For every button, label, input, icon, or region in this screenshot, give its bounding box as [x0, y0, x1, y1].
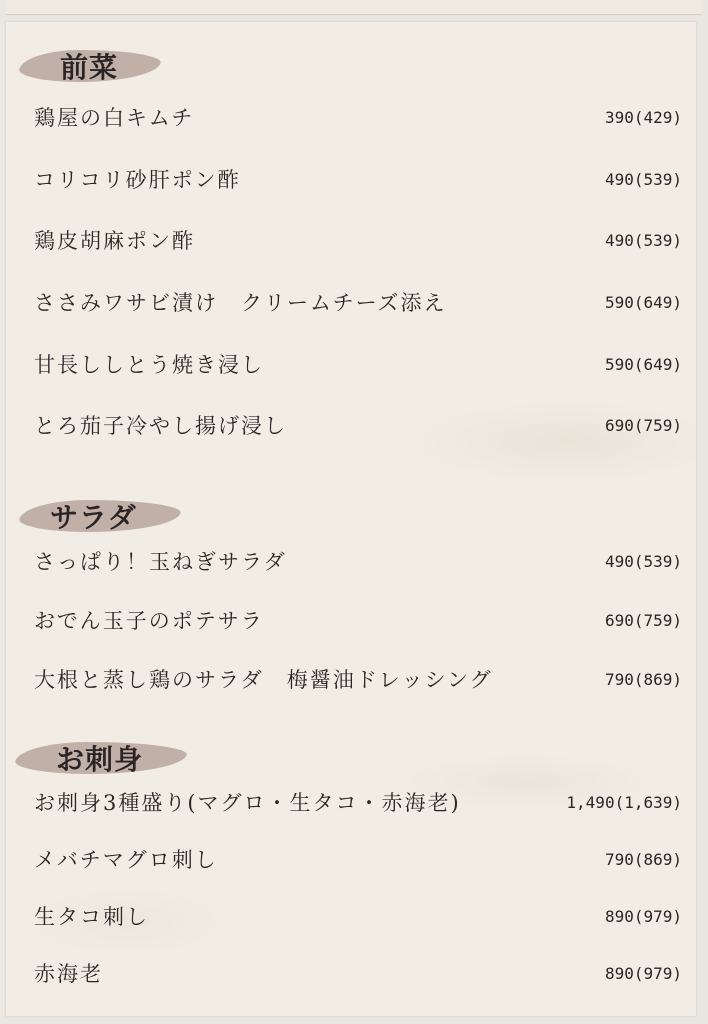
item-price: 890(979)	[604, 906, 682, 926]
item-price: 790(869)	[604, 849, 682, 869]
item-price: 490(539)	[604, 230, 682, 250]
section-title-sashimi	[16, 738, 143, 778]
item-name: さっぱり！玉ねぎサラダ	[34, 550, 287, 574]
item-price: 490(539)	[604, 551, 682, 571]
item-price: 490(539)	[604, 169, 682, 189]
item-price: 590(649)	[604, 354, 682, 374]
item-price: 690(759)	[604, 415, 682, 435]
item-price: 690(759)	[604, 610, 682, 630]
item-name: コリコリ砂肝ポン酢	[34, 168, 241, 192]
item-name: 鶏屋の白キムチ	[34, 106, 195, 130]
section-label: 前菜	[60, 51, 119, 84]
menu-page	[6, 22, 696, 1016]
previous-page-edge	[6, 0, 702, 15]
menu-item	[34, 408, 682, 442]
menu-item	[34, 785, 682, 819]
menu-item	[34, 162, 682, 196]
item-name: 甘長ししとう焼き浸し	[34, 353, 264, 377]
item-name: 赤海老	[34, 962, 103, 986]
menu-item	[34, 285, 682, 319]
item-price: 590(649)	[604, 292, 682, 312]
item-name: 生タコ刺し	[34, 905, 149, 929]
item-price: 890(979)	[604, 963, 682, 983]
menu-item	[34, 347, 682, 381]
menu-item	[34, 100, 682, 134]
item-price: 390(429)	[604, 107, 682, 127]
section-label: サラダ	[50, 501, 137, 534]
menu-item	[34, 544, 682, 578]
menu-item	[34, 223, 682, 257]
menu-item	[34, 842, 682, 876]
item-name: お刺身3種盛り(マグロ・生タコ・赤海老)	[34, 791, 461, 815]
item-name: 鶏皮胡麻ポン酢	[34, 229, 195, 253]
item-name: メバチマグロ刺し	[34, 848, 218, 872]
item-name: 大根と蒸し鶏のサラダ 梅醤油ドレッシング	[34, 668, 493, 692]
item-price: 790(869)	[604, 669, 682, 689]
menu-item	[34, 662, 682, 696]
menu-item	[34, 603, 682, 637]
section-title-appetizers	[20, 46, 118, 86]
item-name: ささみワサビ漬け クリームチーズ添え	[34, 291, 447, 315]
item-price: 1,490(1,639)	[566, 792, 682, 812]
menu-item	[34, 956, 682, 990]
item-name: とろ茄子冷やし揚げ浸し	[34, 414, 287, 438]
item-name: おでん玉子のポテサラ	[34, 609, 264, 633]
section-label: お刺身	[56, 743, 144, 776]
section-title-salad	[20, 496, 137, 536]
menu-item	[34, 899, 682, 933]
